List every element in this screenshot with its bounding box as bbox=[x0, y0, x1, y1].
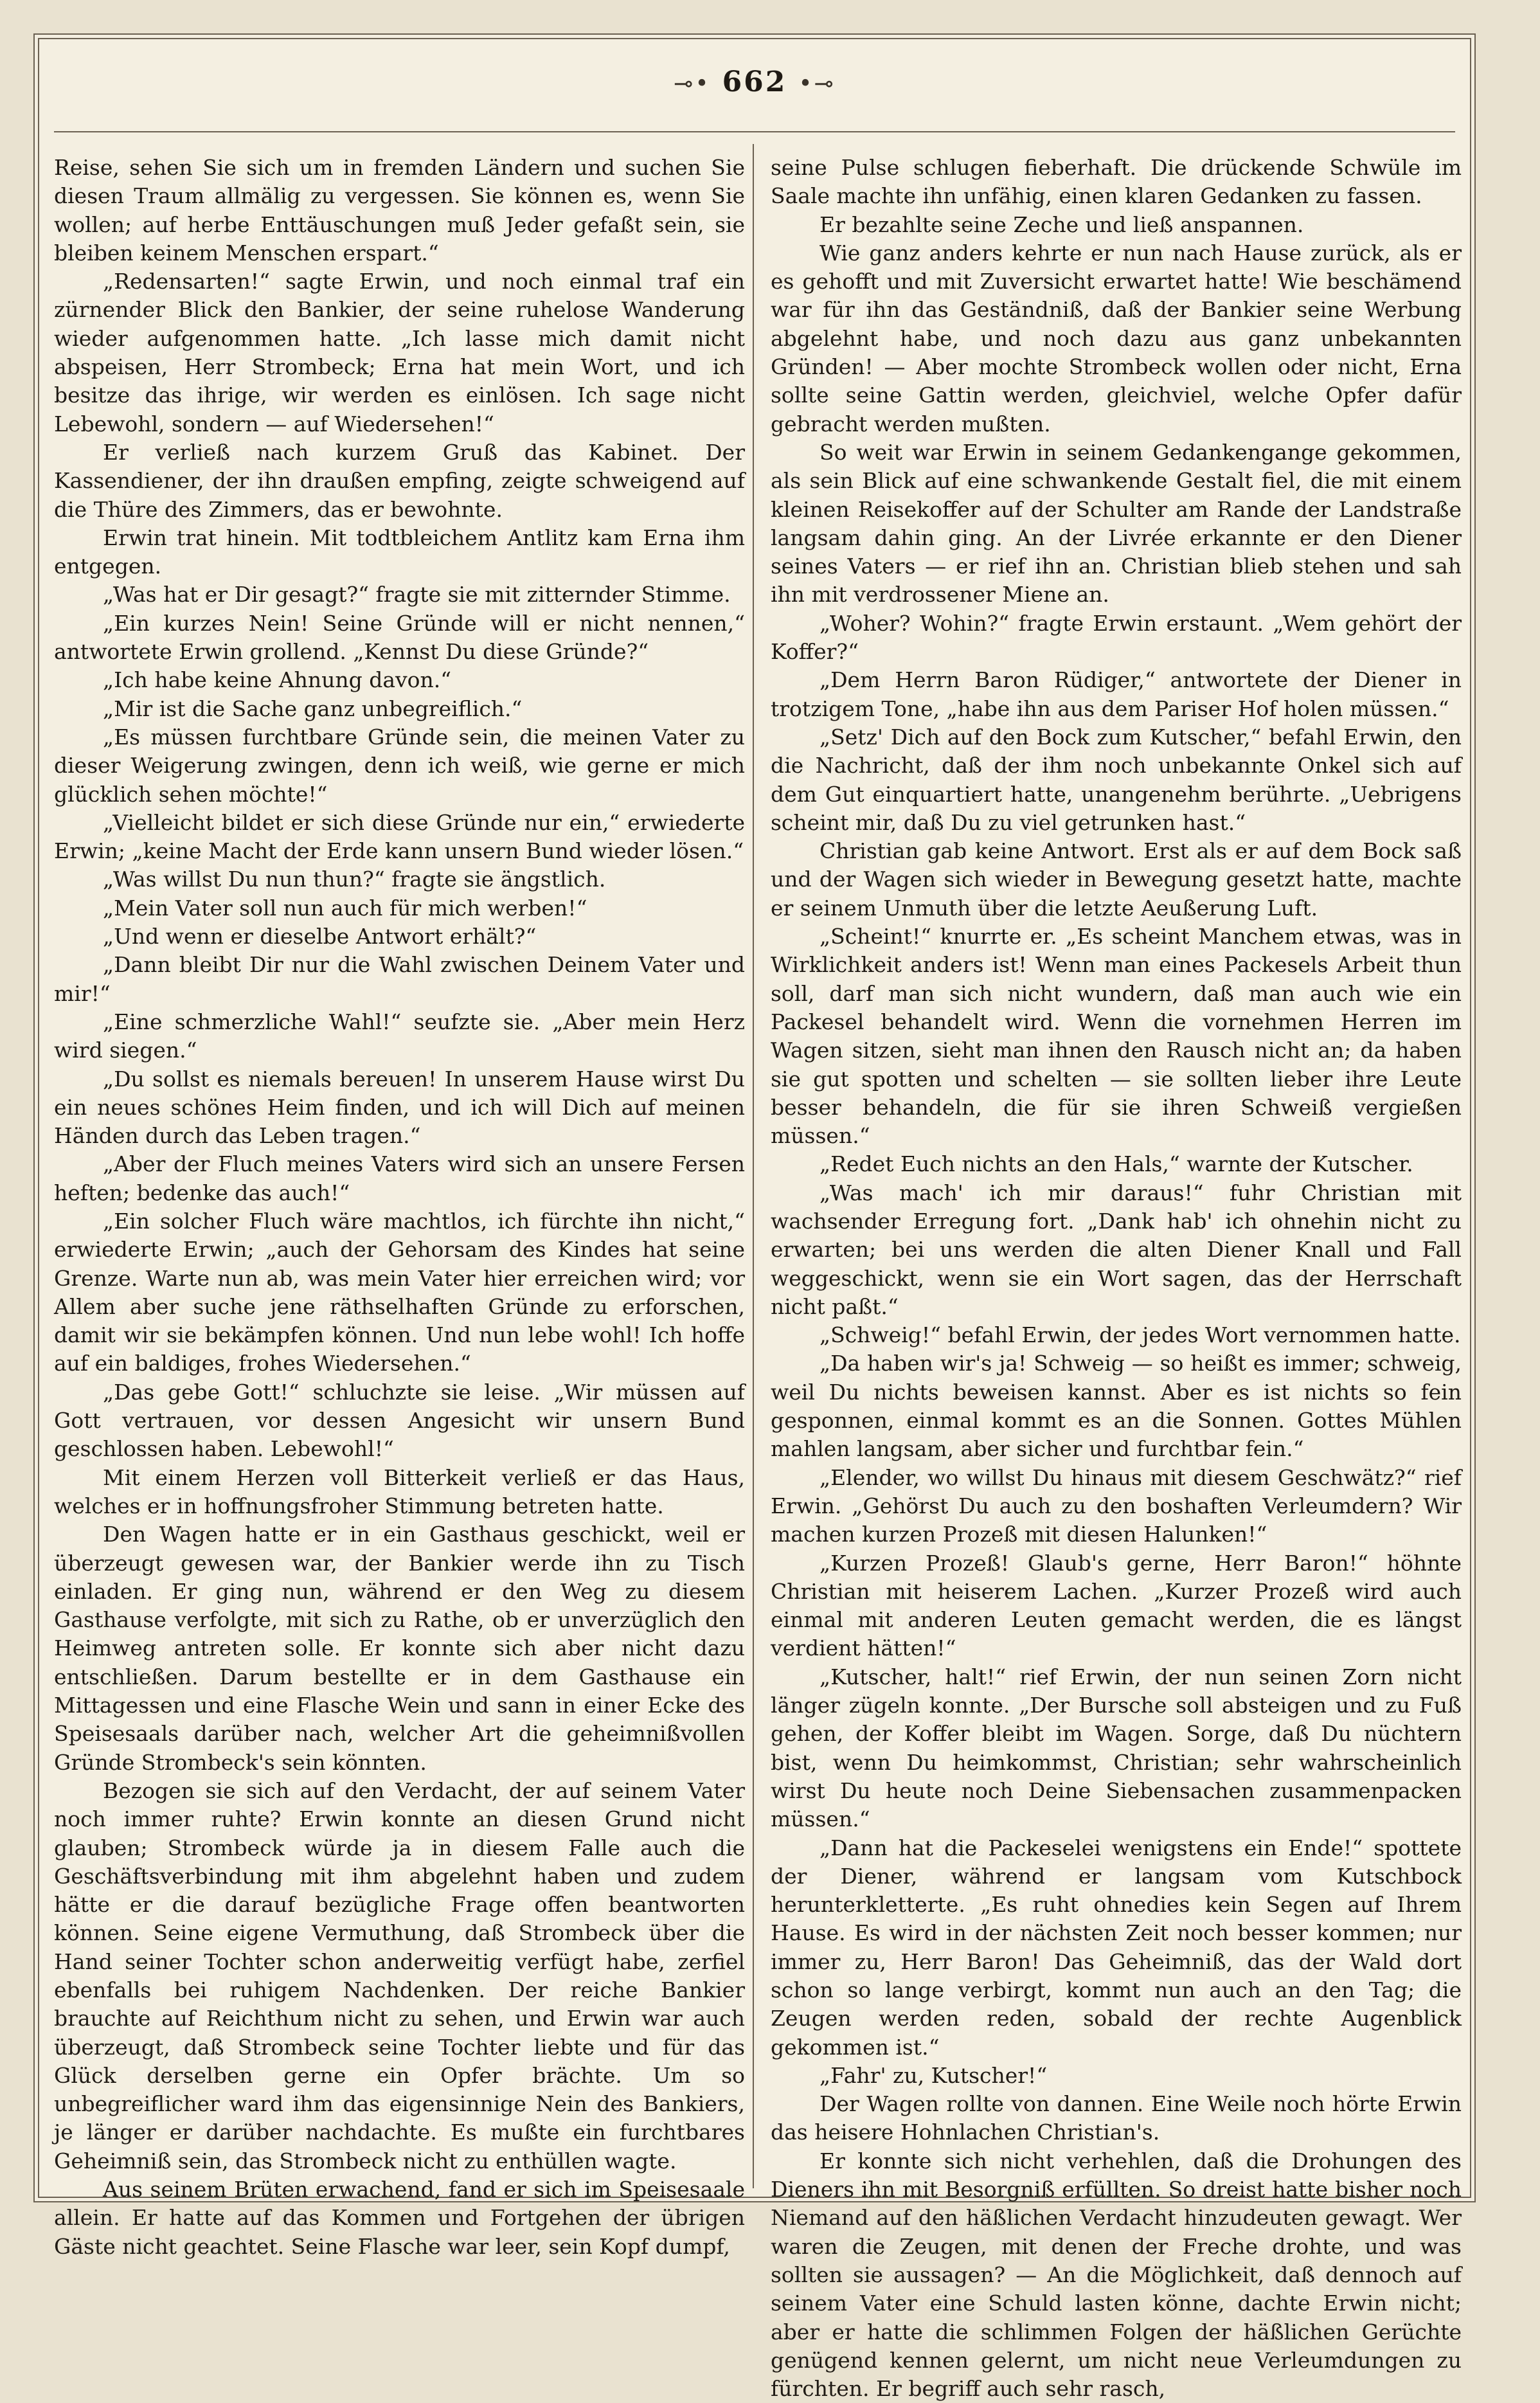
paragraph: „Ein solcher Fluch wäre machtlos, ich fürchte ihn nicht,“ erwiederte Erwin; „auch der Gehorsam des Kindes hat seine Grenze. Warte nun ab, was mein Vater hier erreichen wird; vor Allem aber suche jene räthselhaften Gründe zu erforschen, damit wir sie bekämpfen können. Und nun lebe wohl! Ich hoffe auf ein baldiges, frohes Wiedersehen.“ bbox=[54, 1208, 745, 1376]
paragraph: „Du sollst es niemals bereuen! In unserem Hause wirst Du ein neues schönes Heim finden, und ich will Dich auf meinen Händen durch das Leben tragen.“ bbox=[54, 1066, 745, 1149]
paragraph: „Das gebe Gott!“ schluchzte sie leise. „Wir müssen auf Gott vertrauen, vor dessen Angesicht wir unsern Bund geschlossen haben. Lebewohl!“ bbox=[54, 1379, 745, 1462]
paragraph: „Dem Herrn Baron Rüdiger,“ antwortete der Diener in trotzigem Tone, „habe ihn aus dem Pariser Hof holen müssen.“ bbox=[771, 667, 1462, 721]
paragraph: Der Wagen rollte von dannen. Eine Weile noch hörte Erwin das heisere Hohnlachen Christian's. bbox=[771, 2091, 1462, 2145]
paragraph: „Mir ist die Sache ganz unbegreiflich.“ bbox=[103, 696, 523, 721]
paragraph: „Mein Vater soll nun auch für mich werben!“ bbox=[103, 895, 587, 921]
left-column bbox=[54, 154, 745, 2259]
paragraph: „Was hat er Dir gesagt?“ fragte sie mit zitternder Stimme. bbox=[103, 582, 731, 608]
page-number: 662 bbox=[722, 66, 787, 98]
paragraph: „Elender, wo willst Du hinaus mit diesem Geschwätz?“ rief Erwin. „Gehörst Du auch zu den boshaften Verleumdern? Wir machen kurzen Prozeß mit diesen Halunken!“ bbox=[771, 1464, 1462, 1547]
paragraph: „Was willst Du nun thun?“ fragte sie ängstlich. bbox=[103, 867, 606, 892]
paragraph: „Da haben wir's ja! Schweig — so heißt es immer; schweig, weil Du nichts beweisen kannst. Aber es ist nichts so fein gesponnen, einmal kommt es an die Sonnen. Gottes Mühlen mahlen langsam, aber sicher und furchtbar fein.“ bbox=[771, 1351, 1462, 1462]
left-ornament-icon: ⊸• bbox=[674, 71, 711, 97]
paragraph: Den Wagen hatte er in ein Gasthaus geschickt, weil er überzeugt gewesen war, der Bankier werde ihn zu Tisch einladen. Er ging nun, während er den Weg zu diesem Gasthause verfolgte, mit sich zu Rathe, ob er unverzüglich den Heimweg antreten solle. Er konnte sich aber nicht dazu entschließen. Darum bestellte er in dem Gasthause ein Mittagessen und eine Flasche Wein und sann in einer Ecke des Speisesaals darüber nach, welcher Art die geheimnißvollen Gründe Strombeck's sein könnten. bbox=[54, 1522, 745, 1775]
paragraph: „Setz' Dich auf den Bock zum Kutscher,“ befahl Erwin, den die Nachricht, daß der ihm noch unbekannte Onkel sich auf dem Gut einquartiert hatte, unangenehm berührte. „Uebrigens scheint mir, daß Du zu viel getrunken hast.“ bbox=[771, 724, 1462, 835]
paragraph: seine Pulse schlugen fieberhaft. Die drückende Schwüle im Saale machte ihn unfähig, einen klaren Gedanken zu fassen. bbox=[771, 155, 1462, 209]
paragraph: „Redensarten!“ sagte Erwin, und noch einmal traf ein zürnender Blick den Bankier, der seine ruhelose Wanderung wieder aufgenommen hatte. „Ich lasse mich damit nicht abspeisen, Herr Strombeck; Erna hat mein Wort, und ich besitze das ihrige, wir werden es einlösen. Ich sage nicht Lebewohl, sondern — auf Wiedersehen!“ bbox=[54, 269, 745, 437]
paragraph: Bezogen sie sich auf den Verdacht, der auf seinem Vater noch immer ruhte? Erwin konnte an diesen Grund nicht glauben; Strombeck würde ja in diesem Falle auch die Geschäftsverbindung mit ihm abgelehnt haben und zudem hätte er die darauf bezügliche Frage offen beantworten können. Seine eigene Vermuthung, daß Strombeck über die Hand seiner Tochter schon anderweitig verfügt habe, zerfiel ebenfalls bei ruhigem Nachdenken. Der reiche Bankier brauchte auf Reichthum nicht zu sehen, und Erwin war auch überzeugt, daß Strombeck seine Tochter liebte und für das Glück derselben gerne ein Opfer brächte. Um so unbegreiflicher ward ihm das eigensinnige Nein des Bankiers, je länger er darüber nachdachte. Es mußte ein furchtbares Geheimniß sein, das Strombeck nicht zu enthüllen wagte. bbox=[54, 1778, 745, 2174]
column-divider bbox=[753, 144, 754, 2188]
header-rule bbox=[54, 131, 1455, 132]
paragraph: „Redet Euch nichts an den Hals,“ warnte der Kutscher. bbox=[819, 1151, 1413, 1177]
paragraph: „Ich habe keine Ahnung davon.“ bbox=[103, 667, 452, 693]
paragraph: Erwin trat hinein. Mit todtbleichem Antlitz kam Erna ihm entgegen. bbox=[54, 525, 745, 579]
paragraph: „Eine schmerzliche Wahl!“ seufzte sie. „Aber mein Herz wird siegen.“ bbox=[54, 1009, 745, 1063]
paragraph: „Was mach' ich mir daraus!“ fuhr Christian mit wachsender Erregung fort. „Dank hab' ich ohnehin nicht zu erwarten; bei uns werden die alten Diener Knall und Fall weggeschickt, wenn sie ein Wort sagen, das der Herrschaft nicht paßt.“ bbox=[771, 1180, 1462, 1319]
paragraph: Reise, sehen Sie sich um in fremden Ländern und suchen Sie diesen Traum allmälig zu vergessen. Sie können es, wenn Sie wollen; auf herbe Enttäuschungen muß Jeder gefaßt sein, sie bleiben keinem Menschen erspart.“ bbox=[54, 155, 745, 266]
paragraph: Er konnte sich nicht verhehlen, daß die Drohungen des Dieners ihn mit Besorgniß erfüllten. So dreist hatte bisher noch Niemand auf den häßlichen Verdacht hinzudeuten gewagt. Wer waren die Zeugen, mit denen der Freche drohte, und was sollten sie aussagen? — An die Möglichkeit, daß dennoch auf seinem Vater eine Schuld lasten könne, dachte Erwin nicht; aber er hatte die schlimmen Folgen der häßlichen Gerüchte genügend kennen gelernt, um nicht neue Verleumdungen zu fürchten. Er begriff auch sehr rasch, bbox=[771, 2148, 1462, 2402]
paragraph: „Schweig!“ befahl Erwin, der jedes Wort vernommen hatte. bbox=[819, 1322, 1461, 1348]
paragraph: „Ein kurzes Nein! Seine Gründe will er nicht nennen,“ antwortete Erwin grollend. „Kennst Du diese Gründe?“ bbox=[54, 610, 745, 665]
page-header bbox=[35, 66, 1474, 117]
paragraph: „Kutscher, halt!“ rief Erwin, der nun seinen Zorn nicht länger zügeln konnte. „Der Bursche soll absteigen und zu Fuß gehen, der Koffer bleibt im Wagen. Sorge, daß Du nüchtern bist, wenn Du heimkommst, Christian; sehr wahrscheinlich wirst Du heute noch Deine Siebensachen zusammenpacken müssen.“ bbox=[771, 1664, 1462, 1832]
paragraph: „Vielleicht bildet er sich diese Gründe nur ein,“ erwiederte Erwin; „keine Macht der Erde kann unsern Bund wieder lösen.“ bbox=[54, 809, 745, 864]
paragraph: Er verließ nach kurzem Gruß das Kabinet. Der Kassendiener, der ihn draußen empfing, zeigte schweigend auf die Thüre des Zimmers, das er bewohnte. bbox=[54, 439, 745, 522]
paragraph: Er bezahlte seine Zeche und ließ anspannen. bbox=[819, 212, 1304, 237]
paragraph: „Aber der Fluch meines Vaters wird sich an unsere Fersen heften; bedenke das auch!“ bbox=[54, 1151, 745, 1205]
paragraph: „Dann bleibt Dir nur die Wahl zwischen Deinem Vater und mir!“ bbox=[54, 952, 745, 1006]
paragraph: Christian gab keine Antwort. Erst als er auf dem Bock saß und der Wagen sich wieder in Bewegung gesetzt hatte, machte er seinem Unmuth über die letzte Aeußerung Luft. bbox=[771, 838, 1462, 921]
paragraph: So weit war Erwin in seinem Gedankengange gekommen, als sein Blick auf eine schwankende Gestalt fiel, die mit einem kleinen Reisekoffer auf der Schulter am Rande der Landstraße langsam dahin ging. An der Livrée erkannte er den Diener seines Vaters — er rief ihn an. Christian blieb stehen und sah ihn mit verdrossener Miene an. bbox=[771, 439, 1462, 608]
paragraph: „Es müssen furchtbare Gründe sein, die meinen Vater zu dieser Weigerung zwingen, denn ich weiß, wie gerne er mich glücklich sehen möchte!“ bbox=[54, 724, 745, 807]
paragraph: „Und wenn er dieselbe Antwort erhält?“ bbox=[103, 924, 537, 950]
paragraph: Mit einem Herzen voll Bitterkeit verließ er das Haus, welches er in hoffnungsfroher Stimmung betreten hatte. bbox=[54, 1464, 745, 1518]
paragraph: Aus seinem Brüten erwachend, fand er sich im Speisesaale allein. Er hatte auf das Kommen und Fortgehen der übrigen Gäste nicht geachtet. Seine Flasche war leer, sein Kopf dumpf, bbox=[54, 2177, 745, 2259]
paragraph: „Dann hat die Packeselei wenigstens ein Ende!“ spottete der Diener, während er langsam vom Kutschbock herunterkletterte. „Es ruht ohnedies kein Segen auf Ihrem Hause. Es wird in der nächsten Zeit noch besser kommen; nur immer zu, Herr Baron! Das Geheimniß, das der Wald dort schon so lange verbirgt, kommt nun auch an den Tag; die Zeugen werden reden, sobald der rechte Augenblick gekommen ist.“ bbox=[771, 1835, 1462, 2060]
right-ornament-icon: •⊸ bbox=[798, 71, 836, 97]
paragraph: „Woher? Wohin?“ fragte Erwin erstaunt. „Wem gehört der Koffer?“ bbox=[771, 610, 1462, 665]
paragraph: Wie ganz anders kehrte er nun nach Hause zurück, als er es gehofft und mit Zuversicht erwartet hatte! Wie beschämend war für ihn das Geständniß, daß der Bankier seine Werbung abgelehnt habe, und noch dazu aus ganz unbekannten Gründen! — Aber mochte Strombeck wollen oder nicht, Erna sollte seine Gattin werden, gleichviel, welche Opfer dafür gebracht werden mußten. bbox=[771, 240, 1462, 437]
newspaper-page bbox=[33, 33, 1476, 2402]
paragraph: „Scheint!“ knurrte er. „Es scheint Manchem etwas, was in Wirklichkeit anders ist! Wenn man eines Packesels Arbeit thun soll, darf man sich nicht wundern, daß man auch wie ein Packesel behandelt wird. Wenn die vornehmen Herren im Wagen sitzen, sieht man ihnen den Rausch nicht an; da haben sie gut spotten und schelten — sie sollten lieber ihre Leute besser behandeln, die für sie ihren Schweiß vergießen müssen.“ bbox=[771, 924, 1462, 1149]
paragraph: „Fahr' zu, Kutscher!“ bbox=[819, 2062, 1048, 2088]
right-column bbox=[771, 154, 1462, 2402]
paragraph: „Kurzen Prozeß! Glaub's gerne, Herr Baron!“ höhnte Christian mit heiserem Lachen. „Kurzer Prozeß wird auch einmal mit anderen Leuten gemacht werden, die es längst verdient hätten!“ bbox=[771, 1550, 1462, 1661]
